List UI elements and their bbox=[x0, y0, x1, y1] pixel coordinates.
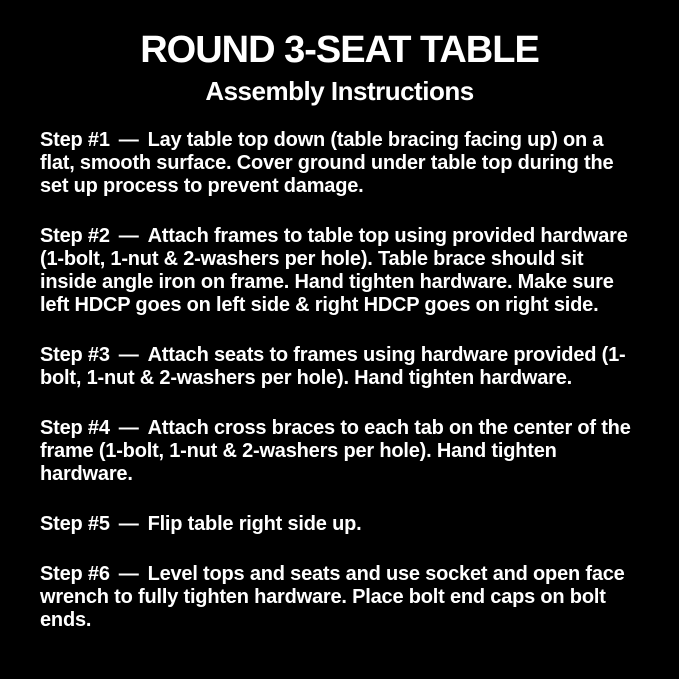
step-item-1 bbox=[40, 129, 639, 198]
step-item-5 bbox=[40, 513, 639, 536]
step-text: Attach frames to table top using provided hardware (1-bolt, 1-nut & 2-washers per hole). Table brace should sit inside angle iron on frame. Hand tighten hardware. Make sure left HDCP goes on left side & right HDCP goes on right side. bbox=[40, 224, 628, 316]
step-item-4 bbox=[40, 417, 639, 486]
step-text: Flip table right side up. bbox=[147, 512, 362, 535]
page-subtitle: Assembly Instructions bbox=[205, 75, 474, 106]
steps-list bbox=[40, 129, 639, 632]
step-label: Step #2 bbox=[40, 224, 110, 247]
step-separator-dash: — bbox=[118, 562, 139, 585]
step-separator-dash: — bbox=[118, 416, 139, 439]
step-label: Step #4 bbox=[40, 416, 110, 439]
step-separator-dash: — bbox=[118, 224, 139, 247]
step-separator-dash: — bbox=[118, 512, 139, 535]
step-text: Lay table top down (table bracing facing up) on a flat, smooth surface. Cover ground under table top during the set up process to prevent damage. bbox=[40, 128, 614, 197]
step-item-2 bbox=[40, 225, 639, 317]
card-header bbox=[40, 30, 639, 107]
step-separator-dash: — bbox=[118, 343, 139, 366]
step-text: Attach cross braces to each tab on the center of the frame (1-bolt, 1-nut & 2-washers per hole). Hand tighten hardware. bbox=[40, 416, 631, 485]
step-text: Attach seats to frames using hardware provided (1-bolt, 1-nut & 2-washers per hole). Hand tighten hardware. bbox=[40, 343, 626, 389]
step-separator-dash: — bbox=[118, 128, 139, 151]
step-label: Step #3 bbox=[40, 343, 110, 366]
step-label: Step #1 bbox=[40, 128, 110, 151]
step-item-6 bbox=[40, 563, 639, 632]
step-text: Level tops and seats and use socket and open face wrench to fully tighten hardware. Place bolt end caps on bolt ends. bbox=[40, 562, 625, 631]
step-label: Step #6 bbox=[40, 562, 110, 585]
step-label: Step #5 bbox=[40, 512, 110, 535]
page-title: ROUND 3-SEAT TABLE bbox=[140, 29, 539, 71]
step-item-3 bbox=[40, 344, 639, 390]
